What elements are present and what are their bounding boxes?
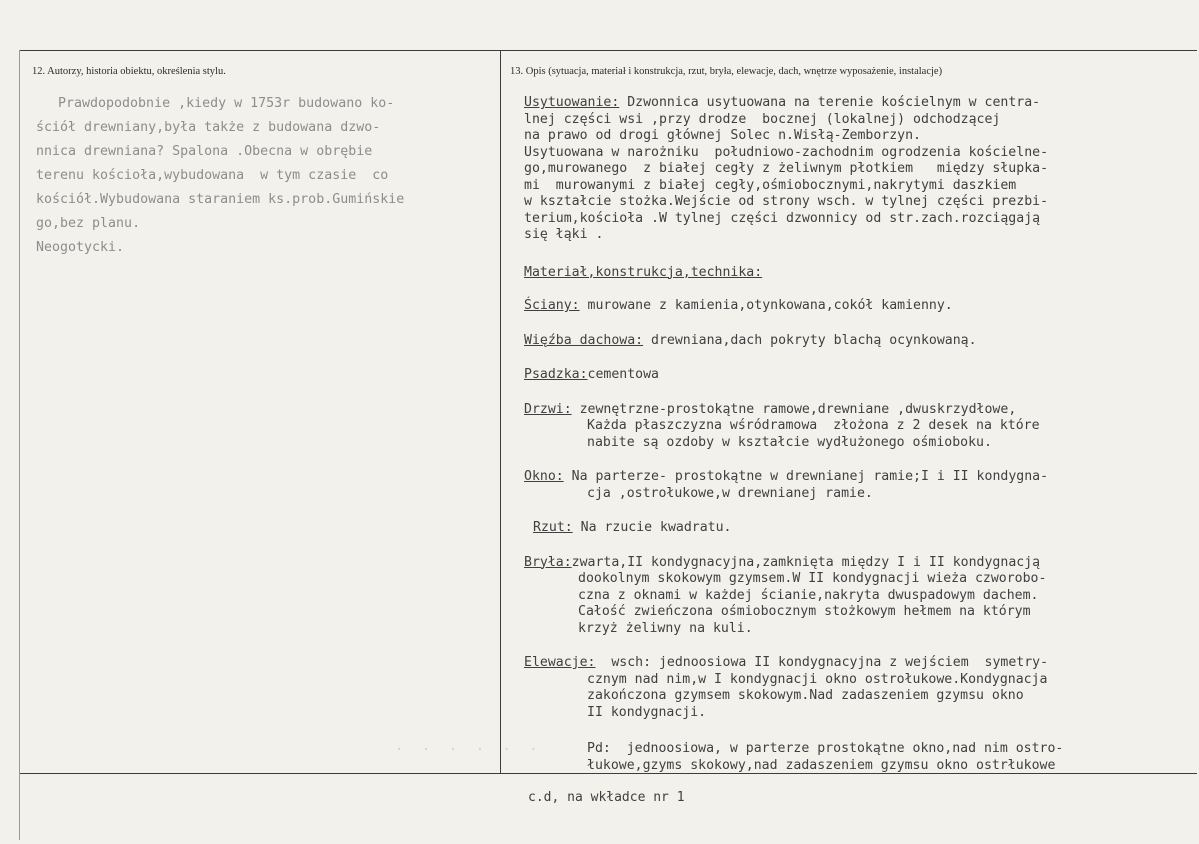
- text-line: Prawdopodobnie ,kiedy w 1753r budowano ko-: [58, 96, 395, 111]
- section-13-text: [524, 95, 1184, 774]
- text-line: dookolnym skokowym gzymsem.W II kondygnacji wieża czworobo-: [578, 571, 1047, 586]
- elewacje-block: [524, 655, 1184, 721]
- usytuowanie-block: [524, 95, 1184, 244]
- okno-label: Okno:: [524, 469, 564, 484]
- usytuowanie-label: Usytuowanie:: [524, 95, 620, 110]
- text-line: terium,kościoła .W tylnej części dzwonnicy od str.zach.rozciągają: [524, 210, 1041, 226]
- text-line: go,murowanego z białej cegły z żeliwnym płotkiem między słupka-: [524, 161, 1049, 176]
- material-label: Materiał,konstrukcja,technika:: [524, 264, 763, 280]
- section-12-header: 12. Autorzy, historia obiektu, określenia stylu.: [32, 66, 226, 77]
- column-divider: [500, 50, 501, 773]
- bryla-block: [524, 555, 1184, 638]
- section-12-text: [36, 92, 486, 260]
- wiezba-label: Więźba dachowa:: [524, 332, 644, 348]
- bryla-label: Bryła:: [524, 554, 572, 570]
- text-line: Całość zwieńczona ośmiobocznym stożkowym hełmem na którym: [578, 604, 1031, 619]
- text-line: Pd: jednoosiowa, w parterze prostokątne okno,nad nim ostro-: [587, 741, 1064, 756]
- text-line: go,bez planu.: [36, 216, 141, 231]
- text-line: drewniana,dach pokryty blachą ocynkowaną.: [643, 332, 977, 348]
- continuation-note: c.d, na wkładce nr 1: [528, 790, 685, 805]
- text-line: na prawo od drogi głównej Solec n.Wisłą-Zemborzyn.: [524, 128, 921, 143]
- drzwi-block: [524, 402, 1184, 452]
- text-line: lnej części wsi ,przy drodze bocznej (lokalnej) odchodzącej: [524, 111, 1001, 127]
- text-line: murowane z kamienia,otynkowana,cokół kamienny.: [579, 298, 953, 313]
- text-line: wsch: jednoosiowa II kondygnacyjna z wejściem symetry-: [595, 655, 1049, 670]
- section-13-header: 13. Opis (sytuacja, materiał i konstrukcja, rzut, bryła, elewacje, dach, wnętrze wyposażenie, instalacje): [510, 66, 943, 77]
- text-line: ściół drewniany,była także z budowana dzwo-: [36, 120, 381, 135]
- text-line: Dzwonnica usytuowana na terenie kościelnym w centra-: [619, 95, 1041, 110]
- text-line: Neogotycki.: [36, 240, 125, 255]
- text-line: w kształcie stożka.Wejście od strony wsch. w tylnej części prezbi-: [524, 194, 1049, 209]
- pd-block: [524, 741, 1184, 774]
- text-line: mi murowanymi z białej cegły,ośmiobocznymi,nakrytymi daszkiem: [524, 177, 1017, 193]
- text-line: krzyż żeliwny na kuli.: [578, 620, 753, 636]
- text-line: cznym nad nim,w I kondygnacji okno ostrołukowe.Kondygnacja: [587, 671, 1048, 687]
- text-line: się łąki .: [524, 227, 604, 242]
- text-line: Usytuowana w narożniku południowo-zachodnim ogrodzenia kościelne-: [524, 144, 1049, 160]
- text-line: Na rzucie kwadratu.: [572, 520, 732, 535]
- text-line: Na parterze- prostokątne w drewnianej ramie;I i II kondygna-: [563, 469, 1049, 484]
- text-line: Każda płaszczyzna wśródramowa złożona z 2 desek na które: [587, 418, 1040, 433]
- top-rule: [20, 50, 1197, 51]
- sciany-label: Ściany:: [524, 298, 580, 313]
- text-line: nnica drewniana? Spalona .Obecna w obrębie: [36, 144, 373, 159]
- okno-block: [524, 469, 1184, 502]
- text-line: nabite są ozdoby w kształcie wydłużonego ośmioboku.: [587, 434, 992, 450]
- text-line: zwarta,II kondygnacyjna,zamknięta między I i II kondygnacją: [571, 554, 1041, 570]
- elewacje-label: Elewacje:: [524, 655, 596, 670]
- text-line: cja ,ostrołukowe,w drewnianej ramie.: [587, 485, 873, 501]
- rzut-label: Rzut:: [533, 520, 573, 535]
- text-line: zakończona gzymsem skokowym.Nad zadaszeniem gzymsu okno: [587, 688, 1024, 703]
- text-line: czna z oknami w każdej ścianie,nakryta dwuspadowym dachem.: [578, 587, 1039, 603]
- text-line: zewnętrzne-prostokątne ramowe,drewniane ,dwuskrzydłowe,: [571, 401, 1017, 417]
- left-edge-line: [19, 50, 20, 840]
- material-block: [524, 265, 1184, 282]
- rzut-block: [524, 520, 1184, 537]
- drzwi-label: Drzwi:: [524, 401, 572, 417]
- text-line: cementowa: [587, 367, 659, 382]
- wiezba-block: [524, 333, 1184, 350]
- sciany-block: [524, 298, 1184, 315]
- text-line: II kondygnacji.: [587, 704, 707, 720]
- text-line: kościół.Wybudowana staraniem ks.prob.Gumińskie: [36, 192, 405, 207]
- posadzka-block: [524, 367, 1184, 384]
- posadzka-label: Psadzka:: [524, 367, 588, 382]
- text-line: terenu kościoła,wybudowana w tym czasie co: [36, 168, 389, 183]
- text-line: łukowe,gzyms skokowy,nad zadaszeniem gzymsu okno ostrłukowe: [587, 757, 1056, 773]
- faint-dots: . . . . . .: [395, 738, 543, 754]
